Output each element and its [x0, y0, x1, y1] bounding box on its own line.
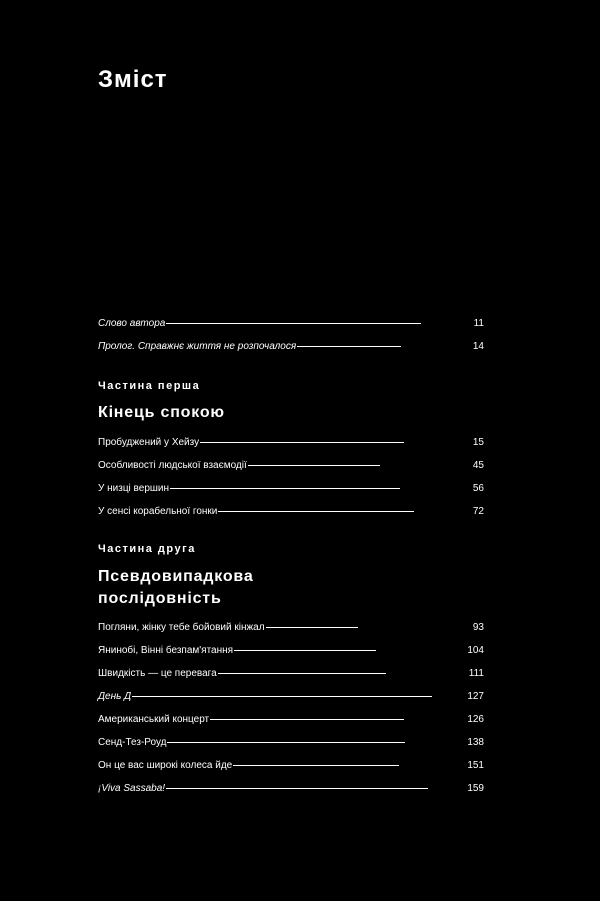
toc-entry-page: 159: [467, 783, 484, 794]
toc-entry[interactable]: [98, 708, 484, 731]
toc-entry-page: 111: [468, 668, 484, 679]
toc-entry-title: У низці вершин: [98, 483, 170, 494]
dot-leader: [210, 719, 404, 720]
dot-leader: [218, 511, 414, 512]
toc-entry[interactable]: [98, 662, 484, 685]
part-label: Частина друга: [98, 543, 196, 555]
dot-leader: [167, 742, 405, 743]
toc-entry[interactable]: [98, 616, 484, 639]
part-2-list: [98, 616, 484, 800]
toc-entry[interactable]: [98, 754, 484, 777]
dot-leader: [200, 442, 404, 443]
toc-entry-title: Слово автора: [98, 318, 166, 329]
toc-entry[interactable]: [98, 431, 484, 454]
dot-leader: [266, 627, 358, 628]
toc-entry[interactable]: [98, 685, 484, 708]
toc-entry[interactable]: [98, 500, 484, 523]
dot-leader: [297, 346, 401, 347]
part-title-line-1: Псевдовипадкова: [98, 568, 254, 585]
toc-entry-title: Швидкість — це перевага: [98, 668, 217, 679]
dot-leader: [166, 323, 421, 324]
page-title: Зміст: [98, 66, 168, 93]
toc-entry-title: День Д: [98, 691, 132, 702]
toc-entry[interactable]: [98, 639, 484, 662]
toc-entry-title: У сенсі корабельної гонки: [98, 506, 218, 517]
dot-leader: [248, 465, 380, 466]
toc-entry-page: 56: [472, 483, 484, 494]
toc-entry-page: 45: [472, 460, 484, 471]
toc-entry-title: Пробуджений у Хейзу: [98, 437, 200, 448]
toc-entry-page: 138: [467, 737, 484, 748]
dot-leader: [233, 765, 399, 766]
toc-entry-author-note[interactable]: [98, 312, 484, 335]
toc-entry-page: 72: [472, 506, 484, 517]
toc-entry-title: ¡Viva Sassaba!: [98, 783, 166, 794]
part-title: Кінець спокою: [98, 404, 225, 421]
toc-entry-title: Погляни, жінку тебе бойовий кінжал: [98, 622, 265, 633]
toc-entry-prologue[interactable]: [98, 335, 484, 358]
toc-entry-page: 126: [467, 714, 484, 725]
toc-entry-page: 104: [467, 645, 484, 656]
dot-leader: [166, 788, 428, 789]
toc-entry-page: 151: [467, 760, 484, 771]
dot-leader: [218, 673, 386, 674]
toc-entry-title: Янинобі, Вінні безпам'ятання: [98, 645, 234, 656]
toc-entry-title: Пролог. Справжнє життя не розпочалося: [98, 341, 297, 352]
toc-entry-page: 15: [472, 437, 484, 448]
toc-entry-page: 11: [473, 318, 484, 329]
toc-entry-title: Особливості людської взаємодії: [98, 460, 247, 471]
part-title-line-2: послідовність: [98, 590, 222, 607]
toc-entry[interactable]: [98, 477, 484, 500]
toc-entry-page: 14: [472, 341, 484, 352]
part-1-list: [98, 431, 484, 523]
dot-leader: [234, 650, 376, 651]
toc-entry-page: 93: [472, 622, 484, 633]
dot-leader: [170, 488, 400, 489]
toc-entry-page: 127: [467, 691, 484, 702]
toc-entry[interactable]: [98, 777, 484, 800]
dot-leader: [132, 696, 432, 697]
toc-entry-title: Сенд-Тез-Роуд: [98, 737, 167, 748]
toc-entry[interactable]: [98, 731, 484, 754]
toc-entry-title: Он це вас широкі колеса йде: [98, 760, 233, 771]
toc-entry[interactable]: [98, 454, 484, 477]
part-label: Частина перша: [98, 380, 201, 392]
toc-entry-title: Американський концерт: [98, 714, 210, 725]
front-matter-list: [98, 312, 484, 358]
